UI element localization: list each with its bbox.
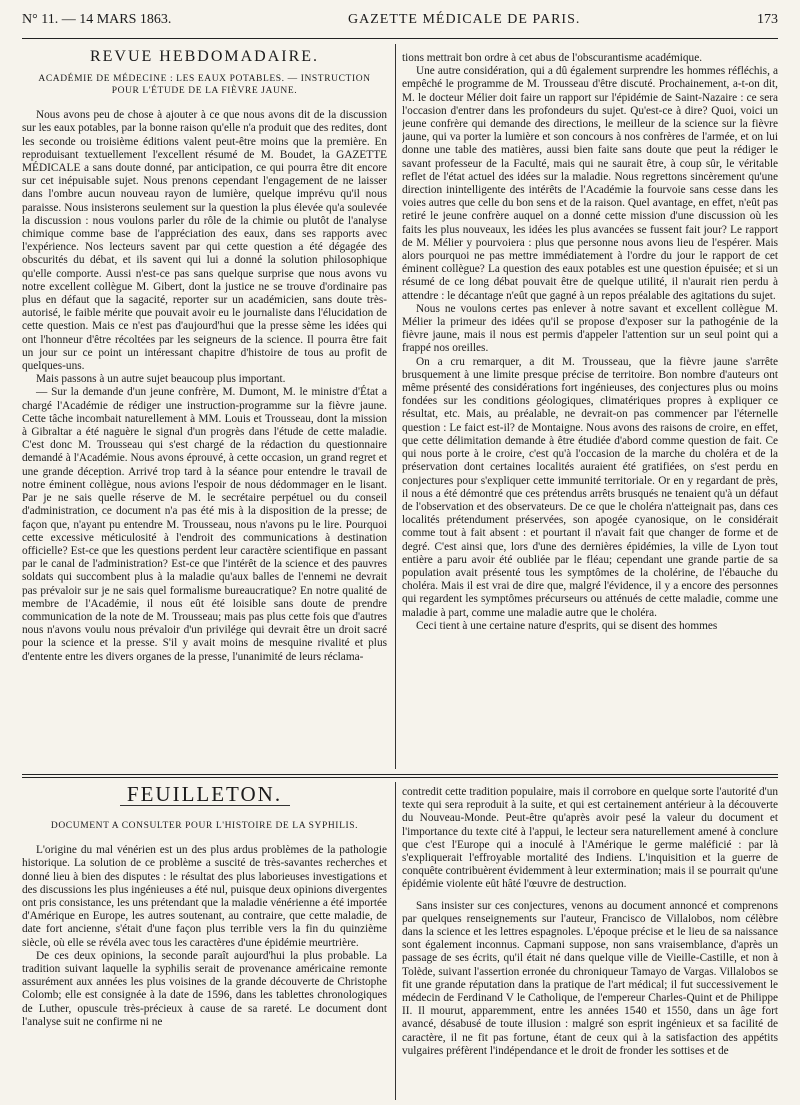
- revue-paragraph: — Sur la demande d'un jeune confrère, M. Dumont, M. le ministre d'État a chargé l'Académie de rédiger une instruction-programme sur la fièvre jaune. Cette tâche incombait naturellement à MM. Louis et Trousseau, dont la mission à Gibraltar a été naguère le signal d'un progrès dans l'étude de cette maladie. C'est donc M. Trousseau qui s'est chargé de la rédaction du questionnaire demandé à l'Académie. Nous avons éprouvé, à cette occasion, un grand regret et une grande déception. Arrivé trop tard à la séance pour entendre le travail de notre éminent collègue, nous avions l'espoir de nous dédommager en le lisant. Par je ne sais quelle réserve de M. le secrétaire perpétuel ou du conseil d'administration, ce document n'a pas été mis à la disposition de la presse; de façon que, n'ayant pu entendre M. Trousseau, nous n'avons pu le lire. Pourquoi cette excessive méticulosité à l'endroit des communications à destination officielle? Est-ce que les questions perdent leur caractère scientifique en passant par le canal de l'administration? Est-ce que l'intérêt de la science et des pauvres soldats qui succombent plus à la maladie qu'aux balles de l'ennemi ne devrait pas prévaloir sur je ne sais quel formalisme bureaucratique? En notre qualité de membre de l'Académie, il nous eût été loisible sans doute de prendre communication de la note de M. Trousseau; mais pas plus cette fois que d'autres nous n'avons voulu nous prévaloir d'un privilége qui devrait être un droit sacré pour la science et la presse. S'il y avait moins de mesquine rivalité et plus d'entente entre les divers organes de la presse, l'unanimité de leurs réclama-: [22, 386, 387, 663]
- revue-paragraph: tions mettrait bon ordre à cet abus de l'obscurantisme académique.: [402, 52, 703, 64]
- feuilleton-paragraph: De ces deux opinions, la seconde paraît aujourd'hui la plus probable. La tradition suivant laquelle la syphilis serait de provenance américaine remonte assurément aux années les plus voisines de la grande découverte de Christophe Colomb; elle est consignée à la date de 1596, dans les tablettes chronologiques de Luther, opuscule très-précieux à cause de sa rareté. Le document dont l'analyse suit ne confirme ni ne: [22, 949, 387, 1028]
- header-rule: [22, 38, 778, 39]
- revue-paragraph: Une autre considération, qui a dû également surprendre les hommes réfléchis, a empêché le programme de M. Trousseau d'être discuté. Prochainement, a-t-on dit, M. le docteur Mélier doit faire un rapport sur l'épidémie de Saint-Nazaire : ce sera l'occasion d'entrer dans les profondeurs du sujet. Qu'est-ce à dire? Quoi, voici un jeune confrère qui demande des directions, le meilleur de la science sur la fièvre jaune, qui va porter la lumière et son concours à nos confrères de l'armée, et on lui donne une table des matières, aussi bien faite sans doute que peut la rédiger le savant professeur de la Faculté, mais qui ne saurait être, à coup sûr, le véritable reflet de l'état actuel des idées sur la maladie. Nous regrettons sincèrement qu'une direction inintelligente des intérêts de l'Académie la fourvoie sans cesse dans les voies autres que celle du bon sens et de la raison. Quel avantage, en effet, n'eût pas retiré le jeune confrère auquel on a donné cette mission d'une discussion où les faits les plus nouveaux, les idées les plus avancées se fussent fait jour? Le rapport de M. Mélier y pourvoiera : plus que personne nous avons lieu de l'espérer. Mais alors pourquoi ne pas mettre immédiatement à l'ordre du jour le rapport de cet éminent collègue? La question des eaux potables est une question épuisée; et si un résumé de ce long débat pouvait être de quelque utilité, il n'aurait rien perdu à attendre : le décantage n'eût que gagné à un repos préalable des agitations du sujet.: [402, 65, 778, 302]
- column-divider-bottom: [395, 782, 396, 1100]
- section-rule: [22, 774, 778, 775]
- journal-title: GAZETTE MÉDICALE DE PARIS.: [348, 12, 581, 27]
- section-rule-2: [22, 777, 778, 778]
- feuilleton-paragraph: Sans insister sur ces conjectures, venons au document annoncé et comprenons par quelques renseignements sur l'auteur, Francisco de Villalobos, nom célèbre dans la science et les lettres espagnoles. L'époque précise et le lieu de sa naissance sont également inconnus. Capmani suppose, non sans vraisemblance, d'après un passage de ses écrits, qu'il était né dans quelque ville de Vieille-Castille, et non à Tolède, suivant l'assertion erronée du chroniqueur Tamayo de Vargas. Villalobos se fit une grande réputation dans la pratique de l'art médical; il fut successivement le médecin de Ferdinand V le Catholique, de l'empereur Charles-Quint et de Philippe II. Il mourut, apparemment, entre les années 1540 et 1550, dans un âge fort avancé, désabusé de toute illusion : malgré son esprit ingénieux et sa facilité de caractère, il ne fit pas fortune, étant de ceux qui à la satisfaction des appétits vulgaires préfèrent l'indépendance et le droit de fronder les sottises et de: [402, 899, 778, 1057]
- feuilleton-paragraph: contredit cette tradition populaire, mais il corrobore en quelque sorte l'autorité d'un texte qui sera reproduit à la suite, et qui est certainement antérieur à la découverte du Nouveau-Monde. Peut-être qu'après avoir pesé la valeur du document et l'importance du texte cité à l'appui, le lecteur sera naturellement amené à conclure que c'est l'Europe qui a inoculé à l'Amérique le germe maléficié : par là s'expliquerait l'effroyable mortalité des Indiens. L'inquisition et la guerre de conquête contribuèrent évidemment à leur extermination; mais il se pourrait qu'une épidémie violente eût hâté l'œuvre de destruction.: [402, 786, 778, 891]
- revue-paragraph: Mais passons à un autre sujet beaucoup plus important.: [36, 373, 286, 386]
- feuilleton-subtitle: DOCUMENT A CONSULTER POUR L'HISTOIRE DE LA SYPHILIS.: [50, 821, 359, 832]
- column-divider: [395, 44, 396, 769]
- revue-title: REVUE HEBDOMADAIRE.: [89, 48, 320, 65]
- feuilleton-left-column: [22, 784, 387, 1100]
- page-number: 173: [757, 12, 778, 27]
- feuilleton-right-column: [402, 786, 778, 1100]
- issue-date: N° 11. — 14 MARS 1863.: [22, 12, 172, 27]
- revue-paragraph: Nous avons peu de chose à ajouter à ce que nous avons dit de la discussion sur les eaux potables, par la bonne raison qu'elle n'a produit que des redites, dont les seconde ou troisième éditions valent peut-être moins que la première. En reproduisant textuellement l'excellent résumé de M. Boudet, la GAZETTE MÉDICALE a sans doute donné, par anticipation, ce qui pourra être dit encore sur cet inépuisable sujet. Nous prenons cependant l'engagement de ne laisser dans l'ombre aucun nouveau rayon de lumière, quelque imprévu qu'il nous paraisse. Nous insisterons seulement sur la question la plus élevée qu'a soulevée la discussion : nous voulons parler du rôle de la chimie ou plutôt de l'analyse chimique comme base de l'appréciation des eaux, dans ses rapports avec l'expérience. Nos lecteurs savent par qui cette question a été dégagée des obscurités du débat, et ils savent qui lui a donné la solution philosophique qu'elle comporte. Aussi n'est-ce pas sans quelque surprise que nous avons vu notre excellent collègue M. Gibert, dont la justice ne se trouve d'ordinaire pas plus en défaut que la sagacité, reporter sur un académicien, sans doute très-autorisé, le faible mérite que pouvait avoir eu le journaliste dans l'élucidation de cette question. Mais ce n'est pas d'aujourd'hui que la presse sème les idées qui ont l'honneur d'être récoltées par les seigneurs de la science. Il pourra être fait un jour sur ce point un intéressant chapitre d'histoire de tous au profit de quelques-uns.: [22, 109, 387, 373]
- revue-left-column: [22, 44, 387, 768]
- revue-paragraph: Nous ne voulons certes pas enlever à notre savant et excellent collègue M. Mélier la primeur des idées qu'il se propose d'exposer sur la pathogénie de la fièvre jaune, mais il nous est permis d'appeler l'attention sur un seul point qui a frappé nos oreilles.: [402, 302, 778, 355]
- revue-right-column: [402, 52, 778, 768]
- revue-subtitle: ACADÉMIE DE MÉDECINE : LES EAUX POTABLES. — INSTRUCTION POUR L'ÉTUDE DE LA FIÈVRE JAUNE.: [38, 74, 371, 97]
- feuilleton-title: FEUILLETON.: [126, 784, 283, 806]
- revue-paragraph: Ceci tient à une certaine nature d'esprits, qui se disent des hommes: [416, 619, 718, 632]
- revue-paragraph: On a cru remarquer, a dit M. Trousseau, que la fièvre jaune s'arrête brusquement à une limite presque précise de territoire. Bon nombre d'auteurs ont même présenté des considérations fort ingénieuses, des conjectures plus ou moins fondées sur les conditions géologiques, climatériques propres à expliquer ce résultat, etc. Mais, au préalable, ne devrait-on pas commencer par l'éternelle question : Le faict est-il? de Montaigne. Nous avons des raisons de croire, en effet, que cette délimitation demande à être étudiée d'abord comme question de fait. Ce qui nous porte à le croire, c'est qu'à l'occasion de la marche du choléra et de la préservation dont certaines localités auraient été gratifiées, on s'est perdu en conjectures pour s'expliquer cette immunité territoriale. Or en y regardant de près, il nous a été démontré que ces prétendus arrêts brusqués ne tenaient qu'à un défaut de l'observation et des observateurs. De ce que le choléra n'atteignait pas, dans ces localités prétendument préservées, son apogée cyanosique, on le considérait comme tout à fait absent : et pourtant il n'avait fait que changer de forme et de degré. C'est ainsi que, lors d'une des dernières épidémies, la ville de Lyon tout entière a paru avoir été oubliée par le fléau; cependant une grande partie de sa population avait présenté tous les symptômes de la cholérine, de l'ébauche du choléra. Mais il est vrai de dire que, malgré l'évidence, il y a encore des personnes qui regardent les symptômes précurseurs ou atténués de cette maladie, comme une maladie à part, comme une maladie autre que le choléra.: [402, 355, 778, 619]
- feuilleton-paragraph: L'origine du mal vénérien est un des plus ardus problèmes de la pathologie historique. La solution de ce problème a suscité de très-savantes recherches et donné lieu à bien des disputes : le résultat des plus laborieuses investigations et des discussions les plus ingénieuses a été nul, puisque deux opinions divergentes ont pris consistance, les uns prétendant que la maladie vénérienne a été importée d'Amérique en Europe, les autres soutenant, au contraire, que cette maladie, de date fort ancienne, s'était d'une façon plus terrible vers la fin du quinzième siècle, où elle se révéla avec tous les caractères d'une épidémie meurtrière.: [22, 844, 387, 949]
- page-header: [22, 4, 778, 36]
